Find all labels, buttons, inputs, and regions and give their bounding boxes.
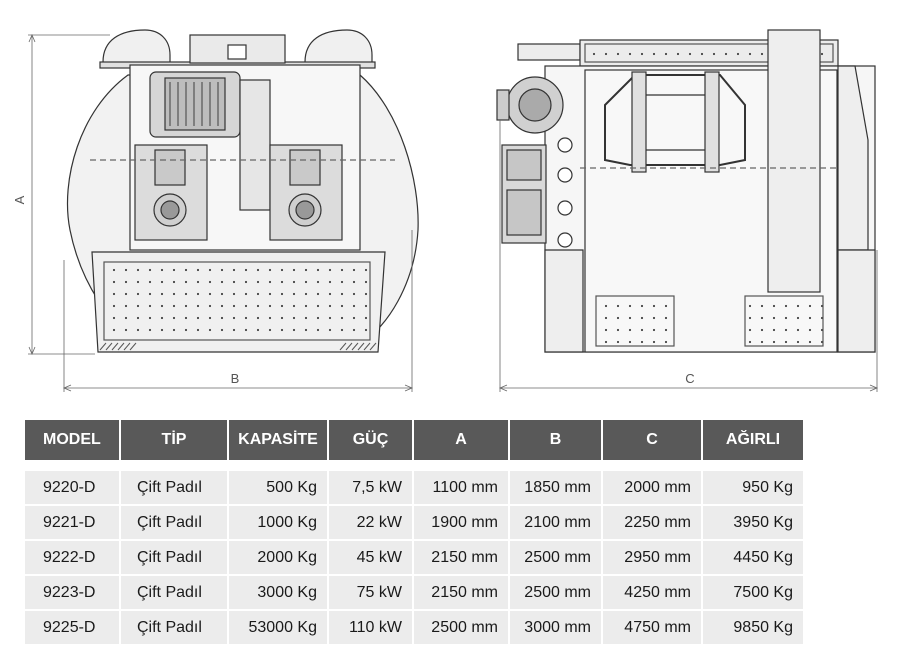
table-cell: 3000 Kg <box>229 576 329 611</box>
table-cell: 2500 mm <box>510 576 603 611</box>
table-cell: 75 kW <box>329 576 414 611</box>
dimension-label-a: A <box>12 195 27 205</box>
front-view <box>67 30 418 352</box>
table-cell: Çift Padıl <box>121 506 229 541</box>
table-cell: 22 kW <box>329 506 414 541</box>
table-row <box>25 506 803 541</box>
table-cell: Çift Padıl <box>121 611 229 646</box>
table-cell: 4450 Kg <box>703 541 803 576</box>
column-header: GÜÇ <box>329 420 414 460</box>
table-cell: 1000 Kg <box>229 506 329 541</box>
table-cell: 7500 Kg <box>703 576 803 611</box>
table-cell: 2500 mm <box>414 611 510 646</box>
table-cell: Çift Padıl <box>121 576 229 611</box>
column-header: A <box>414 420 510 460</box>
table-cell: 9221-D <box>25 506 121 541</box>
table-cell: 950 Kg <box>703 471 803 506</box>
table-row <box>25 541 803 576</box>
table-cell: 1850 mm <box>510 471 603 506</box>
spec-table <box>25 420 803 646</box>
table-cell: 2000 Kg <box>229 541 329 576</box>
column-header: KAPASİTE <box>229 420 329 460</box>
table-cell: Çift Padıl <box>121 471 229 506</box>
column-header: TİP <box>121 420 229 460</box>
table-cell: Çift Padıl <box>121 541 229 576</box>
table-cell: 9850 Kg <box>703 611 803 646</box>
column-header: B <box>510 420 603 460</box>
spec-table-header <box>25 420 803 460</box>
table-cell: 110 kW <box>329 611 414 646</box>
dimension-label-c: C <box>685 371 695 386</box>
table-cell: 2150 mm <box>414 541 510 576</box>
table-cell: 2950 mm <box>603 541 703 576</box>
table-cell: 2500 mm <box>510 541 603 576</box>
table-cell: 3000 mm <box>510 611 603 646</box>
table-cell: 2250 mm <box>603 506 703 541</box>
side-view <box>497 30 875 352</box>
table-row <box>25 471 803 506</box>
table-cell: 500 Kg <box>229 471 329 506</box>
table-cell: 53000 Kg <box>229 611 329 646</box>
table-cell: 9225-D <box>25 611 121 646</box>
table-cell: 9223-D <box>25 576 121 611</box>
table-cell: 45 kW <box>329 541 414 576</box>
table-cell: 1100 mm <box>414 471 510 506</box>
column-header: C <box>603 420 703 460</box>
table-row <box>25 576 803 611</box>
table-cell: 1900 mm <box>414 506 510 541</box>
table-cell: 9220-D <box>25 471 121 506</box>
column-header: AĞIRLI <box>703 420 803 460</box>
table-cell: 7,5 kW <box>329 471 414 506</box>
table-cell: 2150 mm <box>414 576 510 611</box>
table-cell: 2100 mm <box>510 506 603 541</box>
dimension-label-b: B <box>230 371 240 386</box>
table-cell: 3950 Kg <box>703 506 803 541</box>
table-cell: 2000 mm <box>603 471 703 506</box>
table-cell: 9222-D <box>25 541 121 576</box>
table-cell: 4250 mm <box>603 576 703 611</box>
table-cell: 4750 mm <box>603 611 703 646</box>
column-header: MODEL <box>25 420 121 460</box>
